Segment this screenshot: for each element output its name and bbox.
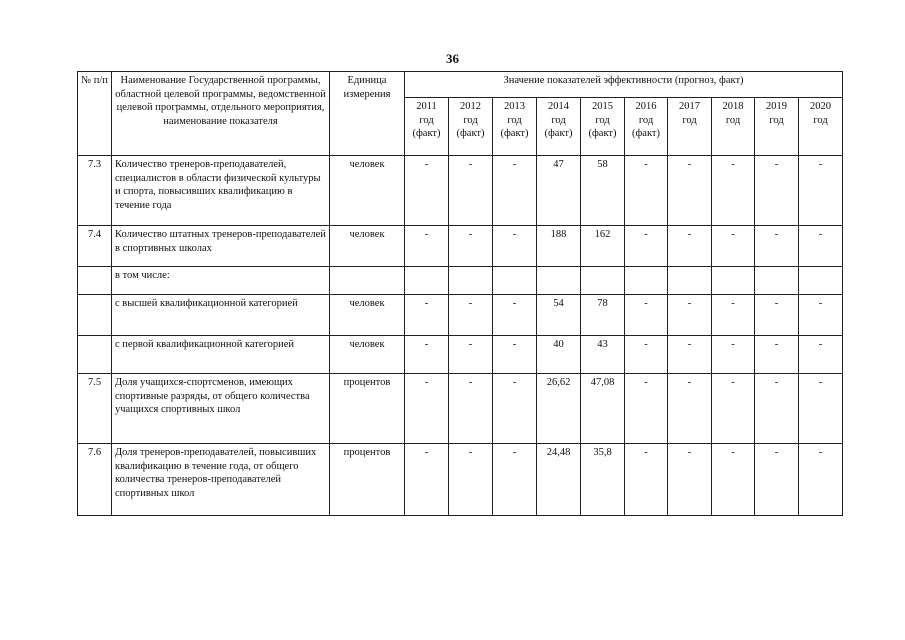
row-value: - bbox=[712, 444, 755, 516]
row-value: 43 bbox=[581, 336, 625, 374]
header-year-2019 bbox=[755, 98, 799, 156]
row-value: 54 bbox=[537, 295, 581, 336]
row-num: 7.4 bbox=[78, 226, 112, 267]
header-year-word: год bbox=[638, 114, 654, 126]
row-value: - bbox=[405, 156, 449, 226]
indicators-table bbox=[77, 71, 843, 516]
row-value bbox=[581, 267, 625, 295]
header-year-word: год bbox=[419, 114, 434, 126]
row-value: - bbox=[668, 226, 712, 267]
row-value: 58 bbox=[581, 156, 625, 226]
row-name: Количество штатных тренеров-преподавателей в спортивных школах bbox=[112, 226, 330, 267]
row-value: - bbox=[668, 295, 712, 336]
row-value: 40 bbox=[537, 336, 581, 374]
row-value: 162 bbox=[581, 226, 625, 267]
row-value: - bbox=[625, 226, 668, 267]
row-value bbox=[755, 267, 799, 295]
row-name: с первой квалификационной категорией bbox=[112, 336, 330, 374]
row-value: - bbox=[625, 374, 668, 444]
row-num bbox=[78, 295, 112, 336]
header-year-year: 2020 bbox=[810, 101, 831, 112]
row-value: - bbox=[625, 295, 668, 336]
row-value: - bbox=[625, 444, 668, 516]
row-value: - bbox=[755, 444, 799, 516]
header-year-word: год bbox=[769, 114, 784, 126]
table-row bbox=[78, 267, 843, 295]
header-year-year: 2015 bbox=[592, 101, 613, 112]
row-value: - bbox=[449, 444, 493, 516]
row-value: 26,62 bbox=[537, 374, 581, 444]
row-value: - bbox=[799, 156, 843, 226]
row-value: - bbox=[755, 295, 799, 336]
row-value bbox=[537, 267, 581, 295]
row-value: - bbox=[493, 374, 537, 444]
row-value: - bbox=[755, 156, 799, 226]
header-year-year: 2011 bbox=[416, 101, 437, 112]
row-num bbox=[78, 336, 112, 374]
row-unit: процентов bbox=[330, 374, 405, 444]
row-value: - bbox=[799, 374, 843, 444]
header-name: Наименование Государственной программы, областной целевой программы, ведомственной целевой программы, отдельного мероприятия, наименование показателя bbox=[112, 72, 330, 156]
row-value: - bbox=[625, 336, 668, 374]
row-value bbox=[405, 267, 449, 295]
row-value bbox=[493, 267, 537, 295]
row-value: 47 bbox=[537, 156, 581, 226]
table-row bbox=[78, 226, 843, 267]
row-value: - bbox=[449, 226, 493, 267]
table-row bbox=[78, 444, 843, 516]
row-value: - bbox=[493, 444, 537, 516]
row-num bbox=[78, 267, 112, 295]
row-value: - bbox=[405, 226, 449, 267]
header-year-word: год bbox=[595, 114, 610, 126]
row-value: - bbox=[712, 336, 755, 374]
row-value bbox=[712, 267, 755, 295]
row-value: - bbox=[668, 156, 712, 226]
row-value: - bbox=[405, 374, 449, 444]
header-year-note: (факт) bbox=[631, 128, 660, 140]
row-value: - bbox=[799, 336, 843, 374]
header-year-2012 bbox=[449, 98, 493, 156]
row-value: - bbox=[668, 336, 712, 374]
header-year-2014 bbox=[537, 98, 581, 156]
header-year-word: год bbox=[682, 114, 697, 126]
table-row bbox=[78, 295, 843, 336]
row-name: Доля тренеров-преподавателей, повысивших квалификацию в течение года, от общего количества тренеров-преподавателей спортивных школ bbox=[112, 444, 330, 516]
row-num: 7.6 bbox=[78, 444, 112, 516]
row-value: - bbox=[712, 156, 755, 226]
row-num: 7.5 bbox=[78, 374, 112, 444]
row-unit: человек bbox=[330, 226, 405, 267]
header-year-year: 2012 bbox=[460, 101, 481, 112]
header-year-2017 bbox=[668, 98, 712, 156]
header-year-note: (факт) bbox=[456, 128, 485, 140]
header-values-group: Значение показателей эффективности (прогноз, факт) bbox=[405, 72, 843, 98]
row-value: - bbox=[449, 295, 493, 336]
header-year-year: 2013 bbox=[504, 101, 525, 112]
header-year-note: (факт) bbox=[544, 128, 573, 140]
row-value: - bbox=[405, 295, 449, 336]
row-name: Количество тренеров-преподавателей, специалистов в области физической культуры и спорта, повысивших квалификацию в течение года bbox=[112, 156, 330, 226]
row-value: 35,8 bbox=[581, 444, 625, 516]
table-row bbox=[78, 156, 843, 226]
row-value: - bbox=[712, 374, 755, 444]
row-value: 188 bbox=[537, 226, 581, 267]
row-unit bbox=[330, 267, 405, 295]
row-name: в том числе: bbox=[112, 267, 330, 295]
row-value: 47,08 bbox=[581, 374, 625, 444]
row-value: - bbox=[668, 374, 712, 444]
page-number: 36 bbox=[446, 51, 459, 66]
header-num: № п/п bbox=[78, 72, 112, 156]
table-body bbox=[78, 72, 843, 516]
header-year-2020 bbox=[799, 98, 843, 156]
header-year-2016 bbox=[625, 98, 668, 156]
row-value: - bbox=[449, 336, 493, 374]
header-year-year: 2014 bbox=[548, 101, 569, 112]
row-value: - bbox=[799, 444, 843, 516]
row-value: - bbox=[493, 226, 537, 267]
row-value: - bbox=[493, 295, 537, 336]
row-value: - bbox=[449, 156, 493, 226]
row-value: 78 bbox=[581, 295, 625, 336]
row-value: - bbox=[755, 336, 799, 374]
header-year-word: год bbox=[725, 114, 741, 126]
header-year-word: год bbox=[507, 114, 522, 126]
row-value: 24,48 bbox=[537, 444, 581, 516]
header-year-2011 bbox=[405, 98, 449, 156]
row-value: - bbox=[755, 226, 799, 267]
header-year-word: год bbox=[551, 114, 566, 126]
row-value: - bbox=[668, 444, 712, 516]
header-year-note: (факт) bbox=[412, 128, 441, 140]
row-value bbox=[799, 267, 843, 295]
header-year-word: год bbox=[813, 114, 828, 126]
header-year-year: 2018 bbox=[722, 101, 744, 112]
header-year-2013 bbox=[493, 98, 537, 156]
row-num: 7.3 bbox=[78, 156, 112, 226]
row-value bbox=[668, 267, 712, 295]
row-unit: человек bbox=[330, 156, 405, 226]
row-value: - bbox=[755, 374, 799, 444]
row-value: - bbox=[405, 444, 449, 516]
header-year-year: 2017 bbox=[679, 101, 700, 112]
header-year-word: год bbox=[463, 114, 478, 126]
row-value: - bbox=[493, 336, 537, 374]
row-value: - bbox=[799, 295, 843, 336]
row-value: - bbox=[625, 156, 668, 226]
row-value bbox=[625, 267, 668, 295]
row-value: - bbox=[712, 295, 755, 336]
header-year-2018 bbox=[712, 98, 755, 156]
row-value: - bbox=[799, 226, 843, 267]
row-value: - bbox=[493, 156, 537, 226]
row-unit: процентов bbox=[330, 444, 405, 516]
table-row bbox=[78, 374, 843, 444]
row-value: - bbox=[712, 226, 755, 267]
row-value: - bbox=[405, 336, 449, 374]
header-row-top bbox=[78, 72, 843, 98]
row-unit: человек bbox=[330, 295, 405, 336]
row-value: - bbox=[449, 374, 493, 444]
header-year-2015 bbox=[581, 98, 625, 156]
header-year-year: 2019 bbox=[766, 101, 787, 112]
table-row bbox=[78, 336, 843, 374]
row-name: Доля учащихся-спортсменов, имеющих спортивные разряды, от общего количества учащихся спортивных школ bbox=[112, 374, 330, 444]
header-year-year: 2016 bbox=[635, 101, 657, 112]
header-unit: Единица измерения bbox=[330, 72, 405, 156]
row-name: с высшей квалификационной категорией bbox=[112, 295, 330, 336]
row-unit: человек bbox=[330, 336, 405, 374]
header-year-note: (факт) bbox=[500, 128, 529, 140]
row-value bbox=[449, 267, 493, 295]
header-year-note: (факт) bbox=[588, 128, 617, 140]
